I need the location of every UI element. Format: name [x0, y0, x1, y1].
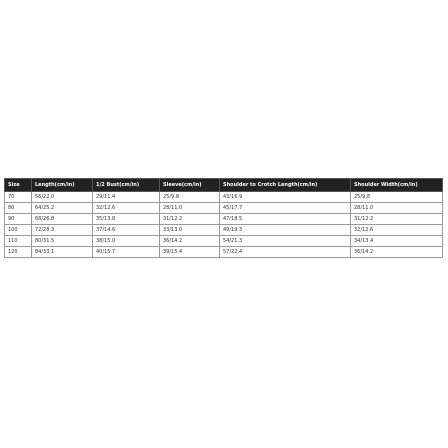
cell-shoulder-to-crotch: 57/22.4: [220, 247, 351, 258]
cell-sleeve: 33/13.0: [160, 225, 220, 236]
cell-shoulder-width: 25/9.8: [351, 192, 443, 203]
cell-half-bust: 40/15.7: [93, 247, 160, 258]
cell-size: 80: [5, 203, 32, 214]
cell-sleeve: 28/11.0: [160, 203, 220, 214]
cell-sleeve: 31/12.2: [160, 214, 220, 225]
cell-shoulder-width: 28/11.0: [351, 203, 443, 214]
cell-size: 100: [5, 225, 32, 236]
cell-shoulder-width: 32/12.6: [351, 225, 443, 236]
cell-size: 110: [5, 236, 32, 247]
cell-half-bust: 29/11.4: [93, 192, 160, 203]
header-shoulder-width: Shoulder Width(cm/in): [351, 179, 443, 192]
table-row: [5, 203, 443, 214]
cell-length: 80/31.5: [32, 236, 93, 247]
cell-half-bust: 35/13.8: [93, 214, 160, 225]
cell-sleeve: 36/14.2: [160, 236, 220, 247]
cell-length: 56/22.0: [32, 192, 93, 203]
table-row: [5, 214, 443, 225]
table-row: [5, 247, 443, 258]
cell-shoulder-to-crotch: 49/19.3: [220, 225, 351, 236]
header-row: [5, 179, 443, 192]
cell-length: 64/25.2: [32, 203, 93, 214]
table-row: [5, 192, 443, 203]
header-shoulder-to-crotch: Shoulder to Crotch Length(cm/in): [220, 179, 351, 192]
header-half-bust: 1/2 Bust(cm/in): [93, 179, 160, 192]
cell-shoulder-width: 31/12.2: [351, 214, 443, 225]
cell-half-bust: 37/14.6: [93, 225, 160, 236]
cell-length: 84/33.1: [32, 247, 93, 258]
cell-length: 68/26.8: [32, 214, 93, 225]
cell-shoulder-to-crotch: 43/16.9: [220, 192, 351, 203]
header-length: Length(cm/in): [32, 179, 93, 192]
size-chart-table: [4, 178, 443, 258]
table-row: [5, 225, 443, 236]
cell-sleeve: 25/9.8: [160, 192, 220, 203]
cell-half-bust: 32/12.6: [93, 203, 160, 214]
table-row: [5, 236, 443, 247]
cell-shoulder-width: 36/14.2: [351, 247, 443, 258]
cell-size: 70: [5, 192, 32, 203]
cell-size: 120: [5, 247, 32, 258]
header-sleeve: Sleeve(cm/in): [160, 179, 220, 192]
cell-sleeve: 39/15.4: [160, 247, 220, 258]
cell-shoulder-to-crotch: 45/17.7: [220, 203, 351, 214]
cell-size: 90: [5, 214, 32, 225]
cell-shoulder-to-crotch: 54/21.3: [220, 236, 351, 247]
cell-length: 72/28.3: [32, 225, 93, 236]
cell-half-bust: 38/15.0: [93, 236, 160, 247]
cell-shoulder-width: 34/13.4: [351, 236, 443, 247]
cell-shoulder-to-crotch: 47/18.5: [220, 214, 351, 225]
header-size: Size: [5, 179, 32, 192]
